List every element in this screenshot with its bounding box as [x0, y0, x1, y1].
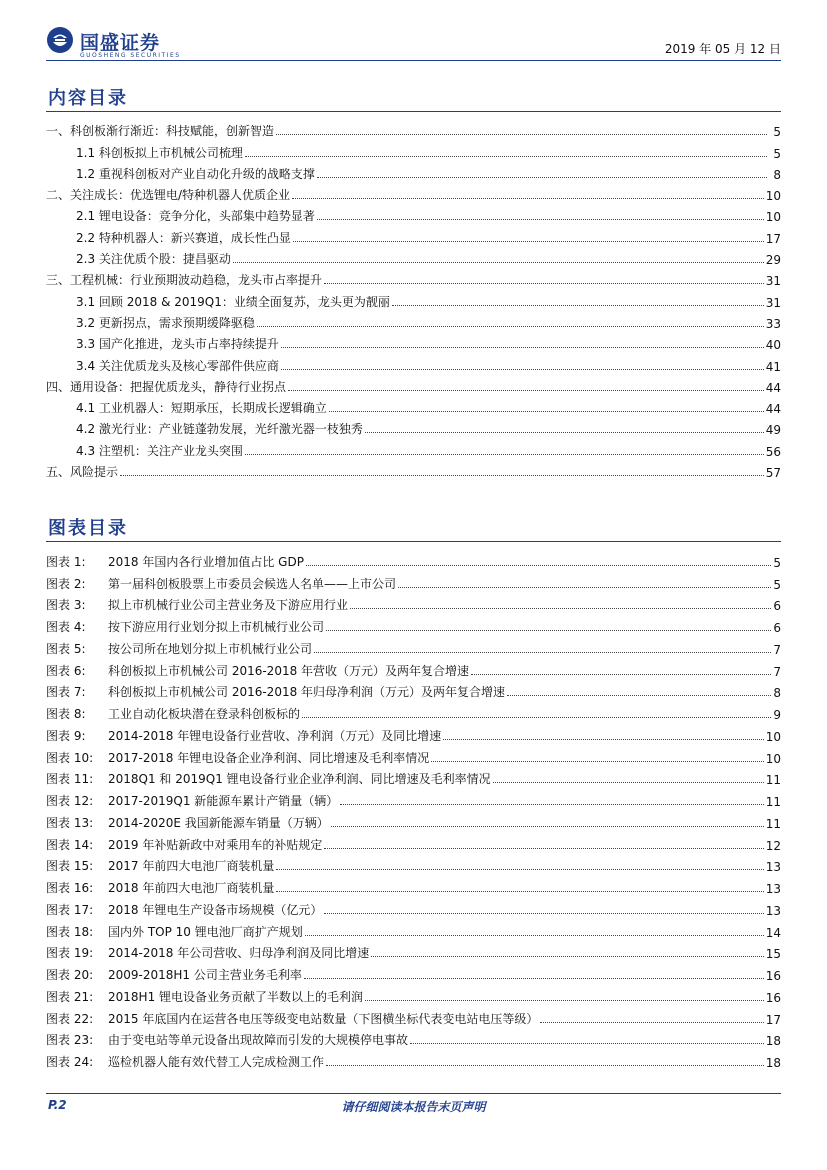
figure-entry-page: 13 [765, 882, 781, 896]
figure-entry[interactable] [46, 874, 781, 896]
toc-entry-page: 44 [765, 380, 781, 395]
toc-entry-page: 57 [765, 466, 781, 481]
page-header [0, 0, 827, 64]
toc-entry-label: 2.3 关注优质个股：捷昌驱动 [76, 252, 231, 267]
dot-leader [471, 674, 771, 675]
figure-entry[interactable] [46, 679, 781, 701]
figure-entry[interactable] [46, 1048, 781, 1070]
dot-leader [329, 411, 764, 412]
dot-leader [281, 347, 764, 348]
company-logo [46, 26, 181, 64]
figure-entry[interactable] [46, 570, 781, 592]
figures-title: 图表目录 [48, 518, 128, 539]
dot-leader [245, 454, 764, 455]
figure-entry-page: 7 [773, 664, 781, 679]
toc-entry-page: 31 [765, 274, 781, 289]
figure-entry-page: 7 [773, 642, 781, 657]
report-date: 2019 年 05 月 12 日 [664, 42, 781, 56]
toc-entry[interactable] [46, 331, 781, 352]
figure-entry-label: 2017 年前四大电池厂商装机量 [108, 859, 275, 874]
figure-entry-number: 图表 9: [46, 728, 86, 743]
dot-leader [431, 761, 763, 762]
figure-entry-label: 国内外 TOP 10 锂电池厂商扩产规划 [108, 924, 303, 939]
figure-entry-page: 11 [765, 795, 781, 809]
dot-leader [317, 177, 767, 178]
figure-entry-number: 图表 11: [46, 772, 94, 787]
figure-entry[interactable] [46, 896, 781, 918]
logo-text: 国盛证券 [80, 32, 161, 54]
figure-entry-label: 2018H1 锂电设备业务贡献了半数以上的毛利润 [108, 989, 364, 1004]
figure-entry[interactable] [46, 1027, 781, 1049]
contents-title-divider [46, 111, 781, 112]
toc-entry-page: 40 [765, 338, 781, 353]
dot-leader [233, 262, 764, 263]
dot-leader [507, 695, 771, 696]
figure-entry-label: 拟上市机械行业公司主营业务及下游应用行业 [108, 598, 349, 613]
figure-entry-page: 13 [765, 860, 781, 875]
figure-entry-label: 按下游应用行业划分拟上市机械行业公司 [108, 620, 325, 634]
figure-entry-label: 2018Q1 和 2019Q1 锂电设备行业企业净利润、同比增速及毛利率情况 [108, 772, 491, 787]
toc-entry-label: 2.2 特种机器人：新兴赛道，成长性凸显 [76, 230, 291, 245]
figure-entry[interactable] [46, 613, 781, 635]
figure-entry-number: 图表 24: [46, 1055, 94, 1069]
figure-entry-page: 18 [765, 1056, 781, 1070]
figure-entry-label: 巡检机器人能有效代替工人完成检测工作 [108, 1055, 325, 1069]
toc-entry-page: 10 [765, 189, 781, 204]
figure-entry[interactable] [46, 766, 781, 788]
figure-entry-number: 图表 6: [46, 663, 86, 678]
figure-entry-page: 16 [765, 990, 781, 1005]
figure-entry-number: 图表 23: [46, 1033, 94, 1048]
dot-leader [324, 848, 763, 849]
logo-icon [46, 26, 74, 54]
figure-entry-number: 图表 14: [46, 837, 94, 852]
figure-entry-label: 2014-2018 年锂电设备行业营收、净利润（万元）及同比增速 [108, 728, 442, 743]
figure-entry-number: 图表 15: [46, 859, 94, 874]
toc-entry-label: 二、关注成长：优选锂电/特种机器人优质企业 [46, 188, 291, 203]
toc-entry-label: 4.2 激光行业：产业链蓬勃发展，光纤激光器一枝独秀 [76, 422, 363, 437]
toc-entry[interactable] [46, 224, 781, 245]
figure-entry[interactable] [46, 787, 781, 809]
figure-entry-number: 图表 22: [46, 1011, 94, 1026]
toc-entry-label: 3.4 关注优质龙头及核心零部件供应商 [76, 358, 279, 373]
figure-entry[interactable] [46, 961, 781, 983]
figure-entry-number: 图表 10: [46, 750, 94, 765]
toc-entry[interactable] [46, 182, 781, 203]
figure-entry-page: 5 [773, 577, 781, 592]
toc-entry[interactable] [46, 118, 781, 139]
dot-leader [305, 935, 764, 936]
figure-entry[interactable] [46, 983, 781, 1005]
figure-entry-page: 10 [765, 729, 781, 744]
dot-leader [331, 826, 764, 827]
dot-leader [326, 1065, 764, 1066]
figure-entry-page: 14 [765, 925, 781, 940]
toc-entry-page: 31 [765, 295, 781, 310]
toc-entry[interactable] [46, 203, 781, 224]
figure-entry-number: 图表 1: [46, 554, 86, 569]
figure-entry-number: 图表 5: [46, 641, 86, 656]
dot-leader [293, 241, 764, 242]
toc-entry-label: 3.3 国产化推进，龙头市占率持续提升 [76, 337, 279, 352]
figure-entry-number: 图表 16: [46, 881, 94, 895]
figure-entry-number: 图表 18: [46, 924, 94, 939]
toc-entry-page: 8 [773, 167, 781, 182]
dot-leader [304, 978, 764, 979]
toc-entry-label: 一、科创板渐行渐近：科技赋能，创新智造 [46, 124, 275, 139]
dot-leader [324, 913, 763, 914]
figure-entry[interactable] [46, 592, 781, 614]
toc-entry-page: 41 [765, 359, 781, 374]
figures-title-divider [46, 541, 781, 542]
toc-entry-label: 1.1 科创板拟上市机械公司梳理 [76, 145, 243, 160]
dot-leader [398, 587, 771, 588]
figure-entry-number: 图表 4: [46, 620, 86, 634]
toc-entry[interactable] [46, 161, 781, 182]
toc-entry[interactable] [46, 437, 781, 458]
toc-entry[interactable] [46, 246, 781, 267]
figure-entry-page: 11 [765, 773, 781, 788]
dot-leader [292, 198, 764, 199]
figure-entry-page: 5 [773, 555, 781, 570]
toc-entry-page: 17 [765, 231, 781, 246]
toc-entry[interactable] [46, 459, 781, 480]
toc-entry-label: 4.3 注塑机：关注产业龙头突围 [76, 443, 243, 458]
dot-leader [314, 652, 771, 653]
figure-entry-number: 图表 21: [46, 989, 94, 1004]
figure-entry-label: 2017-2018 年锂电设备企业净利润、同比增速及毛利率情况 [108, 750, 430, 765]
figure-entry-label: 由于变电站等单元设备出现故障而引发的大规模停电事故 [108, 1033, 409, 1048]
dot-leader [365, 1000, 764, 1001]
figure-entry-page: 18 [765, 1034, 781, 1049]
toc-entry-page: 44 [765, 402, 781, 417]
figure-entry-label: 2018 年前四大电池厂商装机量 [108, 881, 275, 895]
contents-title: 内容目录 [48, 88, 128, 109]
footer-disclaimer: 请仔细阅读本报告末页声明 [341, 1100, 486, 1114]
figure-entry-page: 15 [765, 947, 781, 962]
figure-entry[interactable] [46, 831, 781, 853]
dot-leader [317, 219, 764, 220]
figure-entry-page: 6 [773, 599, 781, 614]
figure-entry-number: 图表 2: [46, 576, 86, 591]
dot-leader [443, 739, 763, 740]
footer-divider [46, 1093, 781, 1094]
dot-leader [324, 283, 764, 284]
figure-entry-number: 图表 17: [46, 902, 94, 917]
toc-entry[interactable] [46, 374, 781, 395]
dot-leader [340, 804, 763, 805]
toc-entry-label: 三、工程机械：行业预期波动趋稳，龙头市占率提升 [46, 273, 323, 288]
toc-entry-page: 29 [765, 253, 781, 268]
dot-leader [365, 432, 764, 433]
figure-entry-label: 第一届科创板股票上市委员会候选人名单——上市公司 [108, 576, 397, 591]
dot-leader [281, 369, 764, 370]
dot-leader [392, 305, 764, 306]
dot-leader [120, 475, 764, 476]
figure-entry-number: 图表 20: [46, 968, 94, 982]
dot-leader [350, 608, 771, 609]
toc-entry[interactable] [46, 310, 781, 331]
figure-entry-number: 图表 3: [46, 598, 86, 613]
figure-entry[interactable] [46, 722, 781, 744]
dot-leader [540, 1022, 763, 1023]
toc-entry[interactable] [46, 139, 781, 160]
dot-leader [371, 956, 763, 957]
toc-entry-page: 33 [765, 316, 781, 331]
toc-entry[interactable] [46, 416, 781, 437]
dot-leader [245, 156, 767, 157]
figure-entry-page: 8 [773, 686, 781, 701]
toc-entry-label: 4.1 工业机器人：短期承压，长期成长逻辑确立 [76, 401, 327, 416]
figure-entry-number: 图表 13: [46, 815, 94, 830]
figure-entry-label: 工业自动化板块潜在登录科创板标的 [108, 707, 301, 721]
toc-entry[interactable] [46, 352, 781, 373]
figure-entry[interactable] [46, 700, 781, 722]
figure-entry[interactable] [46, 940, 781, 962]
figure-entry[interactable] [46, 809, 781, 831]
dot-leader [306, 565, 771, 566]
toc-entry-label: 五、风险提示 [46, 465, 119, 480]
toc-entry-page: 56 [765, 444, 781, 459]
dot-leader [493, 782, 764, 783]
dot-leader [302, 717, 771, 718]
toc-entry-page: 5 [773, 125, 781, 140]
figure-entry-page: 12 [765, 838, 781, 853]
figure-entry-number: 图表 12: [46, 794, 94, 808]
table-of-contents [46, 118, 781, 480]
toc-entry-page: 5 [773, 146, 781, 161]
figure-entry-label: 科创板拟上市机械公司 2016-2018 年营收（万元）及两年复合增速 [108, 663, 470, 678]
figure-entry-page: 9 [773, 708, 781, 722]
figure-entry-label: 2018 年锂电生产设备市场规模（亿元） [108, 902, 323, 917]
figure-entry-page: 16 [765, 969, 781, 983]
figure-entry[interactable] [46, 853, 781, 875]
figure-entry-page: 11 [765, 816, 781, 831]
figure-entry[interactable] [46, 657, 781, 679]
dot-leader [288, 390, 764, 391]
figure-entry-number: 图表 7: [46, 685, 86, 700]
figure-entry-number: 图表 19: [46, 946, 94, 961]
dot-leader [257, 326, 764, 327]
toc-entry[interactable] [46, 395, 781, 416]
figure-entry[interactable] [46, 744, 781, 766]
figure-entry[interactable] [46, 635, 781, 657]
list-of-figures [46, 548, 781, 1070]
figure-entry-label: 2019 年补贴新政中对乘用车的补贴规定 [108, 837, 323, 852]
toc-entry-page: 10 [765, 210, 781, 225]
toc-entry-label: 2.1 锂电设备：竞争分化，头部集中趋势显著 [76, 209, 315, 224]
toc-entry[interactable] [46, 267, 781, 288]
dot-leader [276, 134, 767, 135]
dot-leader [276, 891, 763, 892]
figure-entry-label: 2014-2018 年公司营收、归母净利润及同比增速 [108, 946, 370, 961]
toc-entry-label: 3.2 更新拐点，需求预期缓降驱稳 [76, 315, 255, 330]
figure-entry-number: 图表 8: [46, 707, 86, 721]
toc-entry-page: 49 [765, 423, 781, 438]
dot-leader [276, 869, 763, 870]
figure-entry-label: 按公司所在地划分拟上市机械行业公司 [108, 641, 313, 656]
toc-entry-label: 3.1 回顾 2018 & 2019Q1：业绩全面复苏，龙头更为靓丽 [76, 294, 390, 309]
figure-entry-page: 17 [765, 1012, 781, 1027]
figure-entry-page: 6 [773, 621, 781, 635]
figure-entry[interactable] [46, 918, 781, 940]
figure-entry-label: 2018 年国内各行业增加值占比 GDP [108, 554, 304, 569]
figure-entry-label: 2017-2019Q1 新能源车累计产销量（辆） [108, 794, 339, 808]
dot-leader [326, 630, 771, 631]
figure-entry-page: 13 [765, 903, 781, 918]
header-divider [46, 60, 781, 61]
dot-leader [410, 1043, 764, 1044]
figure-entry-label: 2009-2018H1 公司主营业务毛利率 [108, 968, 302, 982]
toc-entry-label: 四、通用设备：把握优质龙头，静待行业拐点 [46, 379, 287, 394]
figure-entry[interactable] [46, 548, 781, 570]
figure-entry-page: 10 [765, 751, 781, 766]
figure-entry[interactable] [46, 1005, 781, 1027]
toc-entry[interactable] [46, 288, 781, 309]
logo-subtitle: GUOSHENG SECURITIES [80, 52, 181, 59]
figure-entry-label: 2014-2020E 我国新能源车销量（万辆） [108, 815, 329, 830]
toc-entry-label: 1.2 重视科创板对产业自动化升级的战略支撑 [76, 166, 315, 181]
figure-entry-label: 科创板拟上市机械公司 2016-2018 年归母净利润（万元）及两年复合增速 [108, 685, 506, 700]
figure-entry-label: 2015 年底国内在运营各电压等级变电站数量（下图横坐标代表变电站电压等级） [108, 1011, 539, 1026]
page-number: P.2 [48, 1098, 67, 1112]
